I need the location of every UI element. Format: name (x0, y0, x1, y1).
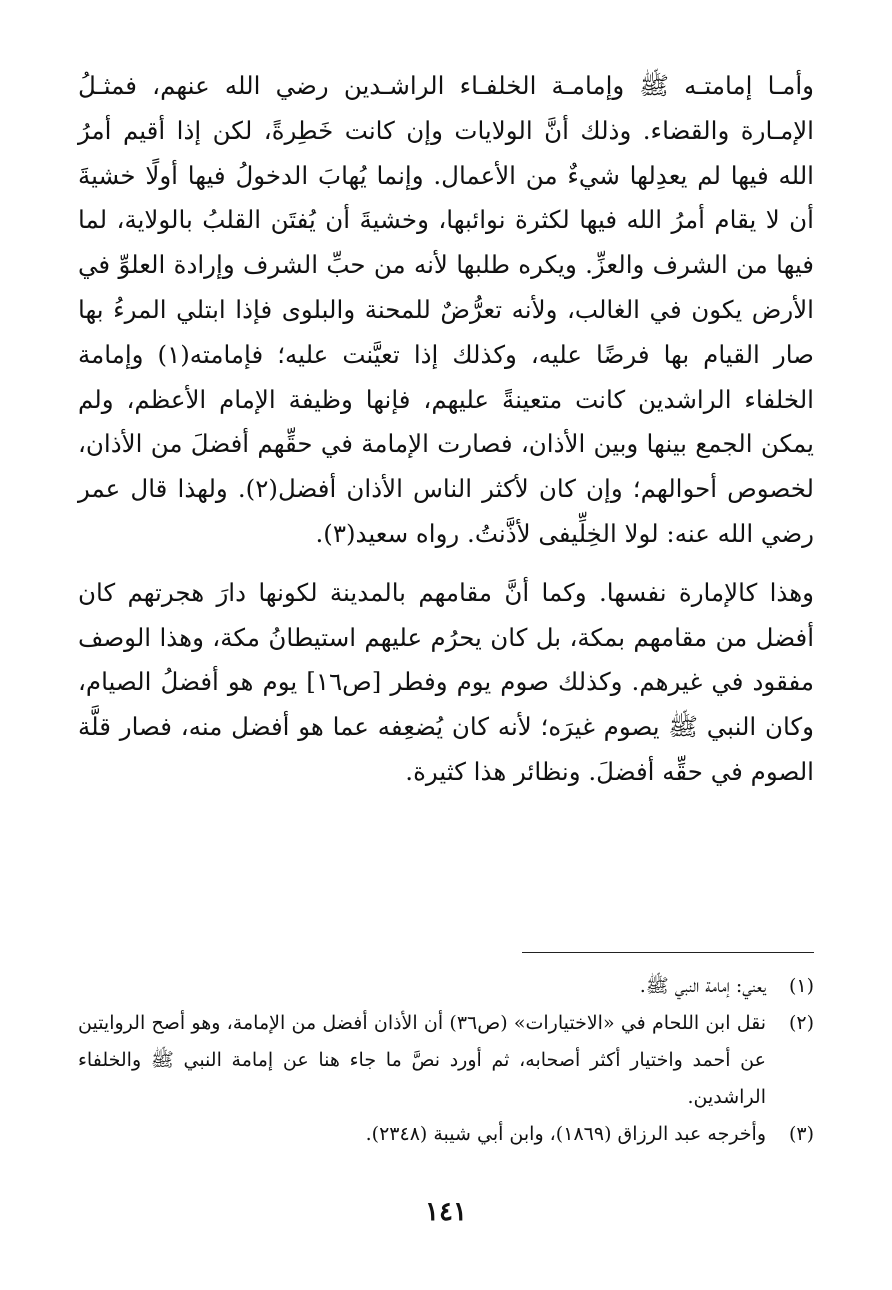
footnote-number: (١) (788, 975, 814, 997)
paragraph: وهذا كالإمارة نفسها. وكما أنَّ مقامهم بالمدينة لكونها دارَ هجرتهم كان أفضل من مقامهم بمكة، بل كان يحرُم عليهم استيطانُ مكة، وهذا الوصف مفقود في غيرهم. وكذلك صوم يوم وفطر [ص١٦] يوم هو أفضلُ الصيام، وكان النبي ﷺ يصوم غيرَه؛ لأنه كان يُضعِفه عما هو أفضل منه، فصار قلَّة الصوم في حقِّه أفضلَ. ونظائر هذا كثيرة. (78, 577, 814, 786)
book-page (78, 64, 814, 1290)
footnote (78, 968, 814, 1005)
paragraph: وأمـا إمامتـه ﷺ وإمامـة الخلفـاء الراشـدين رضي الله عنهم، فمثـلُ الإمـارة والقضاء. وذلك أنَّ الولايات وإن كانت خَطِرةً، لكن إذا أقيم أمرُ الله فيها لم يعدِلها شيءٌ من الأعمال. وإنما يُهابَ الدخولُ فيها أولًا خشيةَ أن لا يقام أمرُ الله فيها لكثرة نوائبها، وخشيةَ أن يُفتَن القلبُ بالولاية، لما فيها من الشرف والعزِّ. ويكره طلبها لأنه من حبِّ الشرف وإرادة العلوِّ في الأرض يكون في الغالب، ولأنه تعرُّضٌ للمحنة والبلوى فإذا ابتلي المرءُ بها صار القيام بها فرضًا عليه، وكذلك إذا تعيَّنت عليه؛ فإمامته(١) وإمامة الخلفاء الراشدين كانت متعينةً عليهم، فإنها وظيفة الإمام الأعظم، ولم يمكن الجمع بينها وبين الأذان، فصارت الإمامة في حقِّهم أفضلَ من الأذان، لخصوص أحوالهم؛ وإن كان لأكثر الناس الأذان أفضل(٢). ولهذا قال عمر رضي الله عنه: لولا الخِلِّيفى لأذَّنتُ. رواه سعيد(٣). (78, 71, 814, 548)
footnote-number: (٣) (788, 1123, 814, 1145)
footnote-number: (٢) (788, 1012, 814, 1034)
page-number: ١٤١ (425, 1197, 467, 1227)
footnote (78, 1116, 814, 1153)
footnote-text: يعني: إمامة النبي ﷺ. (639, 975, 766, 997)
footnote-separator (522, 952, 814, 953)
footnote-text: وأخرجه عبد الرزاق (١٨٦٩)، وابن أبي شيبة (٢٣٤٨). (365, 1123, 766, 1145)
footnote-text: نقل ابن اللحام في «الاختيارات» (ص٣٦) أن الأذان أفضل من الإمامة، وهو أصح الروايتين عن أحمد واختيار أكثر أصحابه، ثم أورد نصَّ ما جاء هنا عن إمامة النبي ﷺ والخلفاء الراشدين. (78, 1012, 767, 1108)
main-text (78, 64, 814, 795)
footnotes (78, 968, 814, 1153)
footnote (78, 1005, 814, 1116)
